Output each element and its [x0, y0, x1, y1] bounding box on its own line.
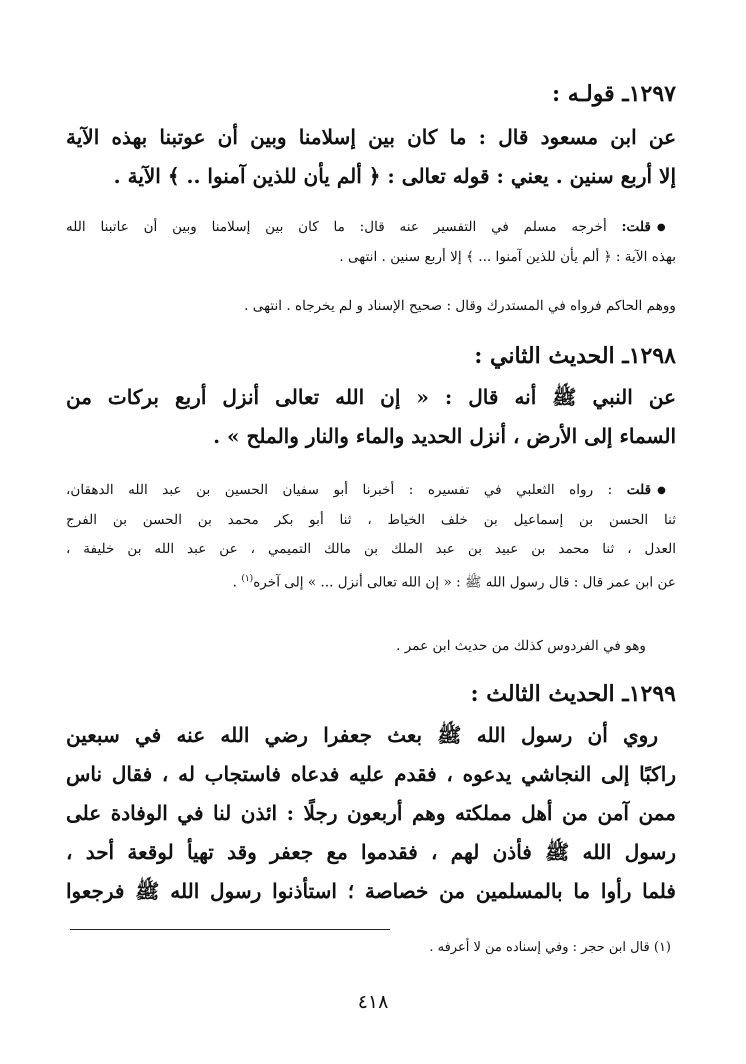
text-line: راكبًا إلى النجاشي يدعوه ، فقدم عليه فدعاه فاستجاب له ، فقال ناس — [66, 762, 676, 786]
note-label: ● قلت — [627, 482, 676, 498]
note-label: ● قلت: — [621, 219, 676, 235]
footnote-reference: (١) — [241, 573, 254, 584]
text-line: العدل ، ثنا محمد بن عبيد بن عبد الملك بن مالك التميمي ، عن عبد الله بن خليفة ، — [66, 541, 676, 557]
footnote-divider — [70, 929, 390, 930]
text-line: روي أن رسول الله ﷺ بعث جعفرا رضي الله عنه في سبعين — [66, 723, 658, 747]
text-line: عن ابن مسعود قال : ما كان بين إسلامنا وبين أن عوتبنا بهذه الآية — [66, 125, 676, 149]
text-line: ● قلت: أخرجه مسلم في التفسير عنه قال: ما كان بين إسلامنا وبين أن عاتبنا الله — [66, 213, 676, 243]
text-line: فلما رأوا ما بالمسلمين من خصاصة ؛ استأذنوا رسول الله ﷺ فرجعوا — [66, 879, 676, 903]
text-line: عن النبي ﷺ أنه قال : « إن الله تعالى أنزل أربع بركات من — [66, 385, 676, 409]
note-1298-extra — [66, 632, 676, 662]
text-line: وهو في الفردوس كذلك من حديث ابن عمر . — [396, 638, 646, 654]
footnote: (١) قال ابن حجر : وفي إسناده من لا أعرفه . — [429, 940, 671, 955]
text-line: ● قلت : رواه الثعلبي في تفسيره : أخبرنا أبو سفيان الحسين بن عبد الله الدهقان، — [66, 476, 676, 506]
text-line: إلا أربع سنين . يعني : قوله تعالى : ﴿ ألم يأن للذين آمنوا .. ﴾ الآية . — [113, 164, 676, 188]
text-line: السماء إلى الأرض ، أنزل الحديد والماء والنار والملح » . — [213, 424, 676, 448]
note-1298 — [66, 476, 676, 594]
hadith-1299-text — [66, 716, 676, 911]
text-line: ووهم الحاكم فرواه في المستدرك وقال : صحيح الإسناد و لم يخرجاه . انتهى . — [244, 298, 676, 314]
heading-1298: ١٢٩٨ـ الحديث الثاني : — [474, 343, 676, 369]
heading-1299: ١٢٩٩ـ الحديث الثالث : — [470, 681, 676, 707]
text-line: عن ابن عمر قال : قال رسول الله ﷺ : « إن الله تعالى أنزل ... » إلى آخره$^{(١)}$ . — [232, 573, 676, 591]
text-line: ثنا الحسن بن إسماعيل بن خلف الخياط ، ثنا أبو بكر محمد بن الحسن بن الفرج — [66, 511, 676, 528]
text-line: ممن آمن من أهل مملكته وهم أربعون رجلًا : ائذن لنا في الوفادة على — [66, 801, 676, 825]
hadith-1298-text — [66, 378, 676, 456]
text-line: رسول الله ﷺ فأذن لهم ، فقدموا مع جعفر وقد تهيأ لوقعة أحد ، — [66, 840, 676, 864]
page-number: ٤١٨ — [357, 991, 389, 1013]
note-1297-extra — [66, 292, 676, 322]
note-1297 — [66, 213, 676, 272]
hadith-1297-text — [66, 118, 676, 196]
heading-1297: ١٢٩٧ـ قولـه : — [552, 81, 676, 107]
text-line: بهذه الآية : ﴿ ألم يأن للذين آمنوا ... ﴾ إلا أربع سنين . انتهى . — [339, 248, 676, 265]
